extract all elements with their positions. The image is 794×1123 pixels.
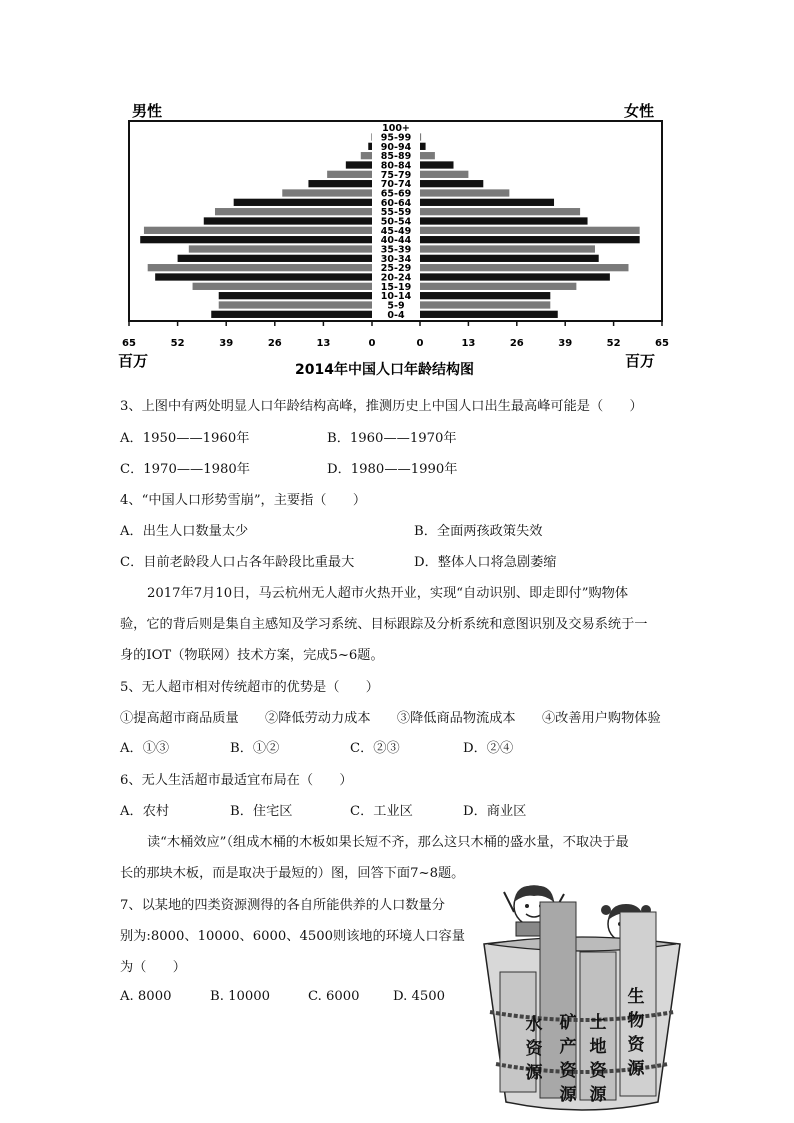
barrel-char: 源 bbox=[525, 1063, 543, 1083]
q3-option-c: C．1970——1980年 bbox=[120, 462, 250, 477]
age-label-60-64: 60-64 bbox=[380, 197, 412, 209]
female-bar-45-49 bbox=[420, 227, 640, 234]
barrel-char: 矿 bbox=[559, 1013, 577, 1033]
female-bar-85-89 bbox=[420, 152, 435, 159]
male-label: 男性 bbox=[132, 102, 163, 120]
q4-option-a: A．出生人口数量太少 bbox=[120, 524, 249, 539]
age-label-40-44: 40-44 bbox=[380, 235, 412, 247]
age-label-75-79: 75-79 bbox=[380, 169, 412, 181]
female-bar-10-14 bbox=[420, 292, 550, 299]
age-label-50-54: 50-54 bbox=[380, 216, 412, 228]
barrel-char: 资 bbox=[627, 1035, 645, 1055]
passage1-line1: 2017年7月10日，马云杭州无人超市火热开业，实现“自动识别、即走即付”购物体 bbox=[147, 586, 629, 601]
q3-option-d: D．1980——1990年 bbox=[327, 462, 458, 477]
female-bar-60-64 bbox=[420, 199, 554, 206]
age-label-85-89: 85-89 bbox=[380, 151, 412, 163]
q5-option-c: C．②③ bbox=[350, 741, 400, 756]
female-bar-80-84 bbox=[420, 161, 454, 168]
age-label-20-24: 20-24 bbox=[380, 272, 412, 284]
age-label-15-19: 15-19 bbox=[380, 281, 412, 293]
passage2-line2: 长的那块木板，而是取决于最短的）图，回答下面7~8题。 bbox=[120, 866, 465, 881]
age-label-90-94: 90-94 bbox=[380, 141, 412, 153]
male-bar-75-79 bbox=[327, 171, 372, 178]
tick-label-right: 13 bbox=[461, 338, 476, 349]
q7-line1: 7、以某地的四类资源测得的各自所能供养的人口数量分 bbox=[120, 898, 445, 913]
male-bar-70-74 bbox=[308, 180, 372, 187]
female-bar-40-44 bbox=[420, 236, 640, 243]
barrel-char: 资 bbox=[525, 1039, 543, 1059]
male-bar-90-94 bbox=[368, 143, 372, 150]
q6-option-c: C．工业区 bbox=[350, 804, 413, 819]
q7-line3: 为（ ） bbox=[120, 960, 186, 975]
male-bar-95-99 bbox=[371, 133, 372, 140]
q7-option-d: D. 4500 bbox=[393, 989, 446, 1004]
q3-stem: 3、上图中有两处明显人口年龄结构高峰，推测历史上中国人口出生最高峰可能是（ ） bbox=[120, 399, 643, 414]
passage1-line3: 身的IOT（物联网）技术方案，完成5~6题。 bbox=[120, 648, 384, 663]
age-label-70-74: 70-74 bbox=[380, 179, 412, 191]
tick-label-left: 26 bbox=[267, 338, 282, 349]
tick-label-right: 52 bbox=[606, 338, 621, 349]
passage2-line1: 读“木桶效应”（组成木桶的木板如果长短不齐，那么这只木桶的盛水量，不取决于最 bbox=[147, 835, 629, 850]
male-bar-45-49 bbox=[144, 227, 372, 234]
age-label-65-69: 65-69 bbox=[380, 188, 412, 200]
tick-label-left: 13 bbox=[316, 338, 331, 349]
tick-label-left: 65 bbox=[122, 338, 136, 349]
female-bar-50-54 bbox=[420, 217, 588, 224]
age-label-25-29: 25-29 bbox=[380, 263, 412, 275]
female-bar-35-39 bbox=[420, 245, 595, 252]
male-bar-30-34 bbox=[178, 255, 372, 262]
male-bar-20-24 bbox=[155, 273, 372, 280]
male-bar-0-4 bbox=[211, 311, 372, 318]
female-bar-25-29 bbox=[420, 264, 628, 271]
wooden-barrel-illustration bbox=[476, 882, 688, 1118]
unit-left: 百万 bbox=[118, 352, 149, 370]
q5-option-b: B．①② bbox=[230, 741, 280, 756]
female-label: 女性 bbox=[624, 102, 655, 120]
female-bar-20-24 bbox=[420, 273, 610, 280]
barrel-char: 源 bbox=[559, 1085, 577, 1105]
q4-option-d: D．整体人口将急剧萎缩 bbox=[414, 555, 557, 570]
age-label-80-84: 80-84 bbox=[380, 160, 412, 172]
q7-option-b: B. 10000 bbox=[210, 989, 271, 1004]
q4-option-c: C．目前老龄段人口占各年龄段比重最大 bbox=[120, 555, 355, 570]
tick-label-right: 26 bbox=[509, 338, 524, 349]
age-label-10-14: 10-14 bbox=[380, 291, 412, 303]
age-labels bbox=[381, 123, 412, 321]
q5-option-a: A．①③ bbox=[120, 741, 170, 756]
q6-option-a: A．农村 bbox=[120, 804, 170, 819]
q5-option-d: D．②④ bbox=[463, 741, 514, 756]
tick-label-left: 52 bbox=[170, 338, 185, 349]
age-label-0-4: 0-4 bbox=[387, 309, 405, 321]
q7-line2: 别为:8000、10000、6000、4500则该地的环境人口容量 bbox=[120, 929, 465, 944]
male-bar-15-19 bbox=[193, 283, 372, 290]
female-bar-0-4 bbox=[420, 311, 558, 318]
q5-stem: 5、无人超市相对传统超市的优势是（ ） bbox=[120, 680, 379, 695]
q6-option-d: D．商业区 bbox=[463, 804, 527, 819]
unit-right: 百万 bbox=[625, 352, 656, 370]
female-bar-65-69 bbox=[420, 189, 509, 196]
tick-label-left: 39 bbox=[219, 338, 234, 349]
barrel-char: 源 bbox=[627, 1059, 645, 1079]
age-label-5-9: 5-9 bbox=[387, 300, 405, 312]
q4-option-b: B．全面两孩政策失效 bbox=[414, 524, 543, 539]
male-bar-60-64 bbox=[234, 199, 372, 206]
barrel-char: 土 bbox=[589, 1013, 607, 1033]
female-bar-30-34 bbox=[420, 255, 599, 262]
male-bar-55-59 bbox=[215, 208, 372, 215]
male-bar-35-39 bbox=[189, 245, 372, 252]
barrel-char: 地 bbox=[589, 1037, 607, 1057]
q4-stem: 4、“中国人口形势雪崩”，主要指（ ） bbox=[120, 493, 367, 508]
female-bar-70-74 bbox=[420, 180, 483, 187]
barrel-char: 产 bbox=[559, 1037, 577, 1057]
male-bar-50-54 bbox=[204, 217, 372, 224]
age-label-55-59: 55-59 bbox=[380, 207, 412, 219]
female-bar-95-99 bbox=[420, 133, 421, 140]
q3-option-a: A．1950——1960年 bbox=[120, 431, 250, 446]
passage1-line2: 验，它的背后则是集自主感知及学习系统、目标跟踪及分析系统和意图识别及交易系统于一 bbox=[120, 617, 648, 632]
female-bar-55-59 bbox=[420, 208, 580, 215]
population-pyramid-chart bbox=[110, 96, 680, 386]
age-label-95-99: 95-99 bbox=[380, 132, 412, 144]
tick-label-right: 39 bbox=[558, 338, 573, 349]
age-label-35-39: 35-39 bbox=[380, 244, 412, 256]
axis-ticks bbox=[122, 321, 669, 349]
q6-option-b: B．住宅区 bbox=[230, 804, 293, 819]
male-bar-25-29 bbox=[148, 264, 372, 271]
female-bar-5-9 bbox=[420, 301, 550, 308]
q7-option-c: C. 6000 bbox=[308, 989, 360, 1004]
female-bar-90-94 bbox=[420, 143, 426, 150]
male-bar-10-14 bbox=[219, 292, 372, 299]
age-label-45-49: 45-49 bbox=[380, 225, 412, 237]
female-bar-15-19 bbox=[420, 283, 576, 290]
barrel-char: 水 bbox=[525, 1015, 543, 1035]
male-bar-5-9 bbox=[219, 301, 372, 308]
female-bar-75-79 bbox=[420, 171, 468, 178]
q7-option-a: A. 8000 bbox=[120, 989, 172, 1004]
barrel-label-water bbox=[526, 1014, 544, 1083]
barrel-char: 生 bbox=[627, 987, 645, 1007]
chart-title: 2014年中国人口年龄结构图 bbox=[295, 362, 474, 378]
age-label-100+: 100+ bbox=[382, 123, 410, 135]
barrel-char: 资 bbox=[559, 1061, 577, 1081]
barrel-char: 物 bbox=[627, 1011, 645, 1031]
q5-choices: ①提高超市商品质量 ②降低劳动力成本 ③降低商品物流成本 ④改善用户购物体验 bbox=[120, 711, 661, 726]
age-label-30-34: 30-34 bbox=[380, 253, 412, 265]
tick-label-right: 65 bbox=[655, 338, 669, 349]
barrel-char: 资 bbox=[589, 1061, 607, 1081]
barrel-char: 源 bbox=[589, 1085, 607, 1105]
male-bar-40-44 bbox=[140, 236, 372, 243]
tick-label-right: 0 bbox=[416, 338, 424, 349]
male-bars bbox=[140, 133, 372, 318]
q3-option-b: B．1960——1970年 bbox=[327, 431, 457, 446]
q6-stem: 6、无人生活超市最适宜布局在（ ） bbox=[120, 773, 353, 788]
tick-label-left: 0 bbox=[368, 338, 376, 349]
male-bar-65-69 bbox=[282, 189, 372, 196]
male-bar-80-84 bbox=[346, 161, 372, 168]
female-bars bbox=[420, 133, 640, 318]
male-bar-85-89 bbox=[361, 152, 372, 159]
